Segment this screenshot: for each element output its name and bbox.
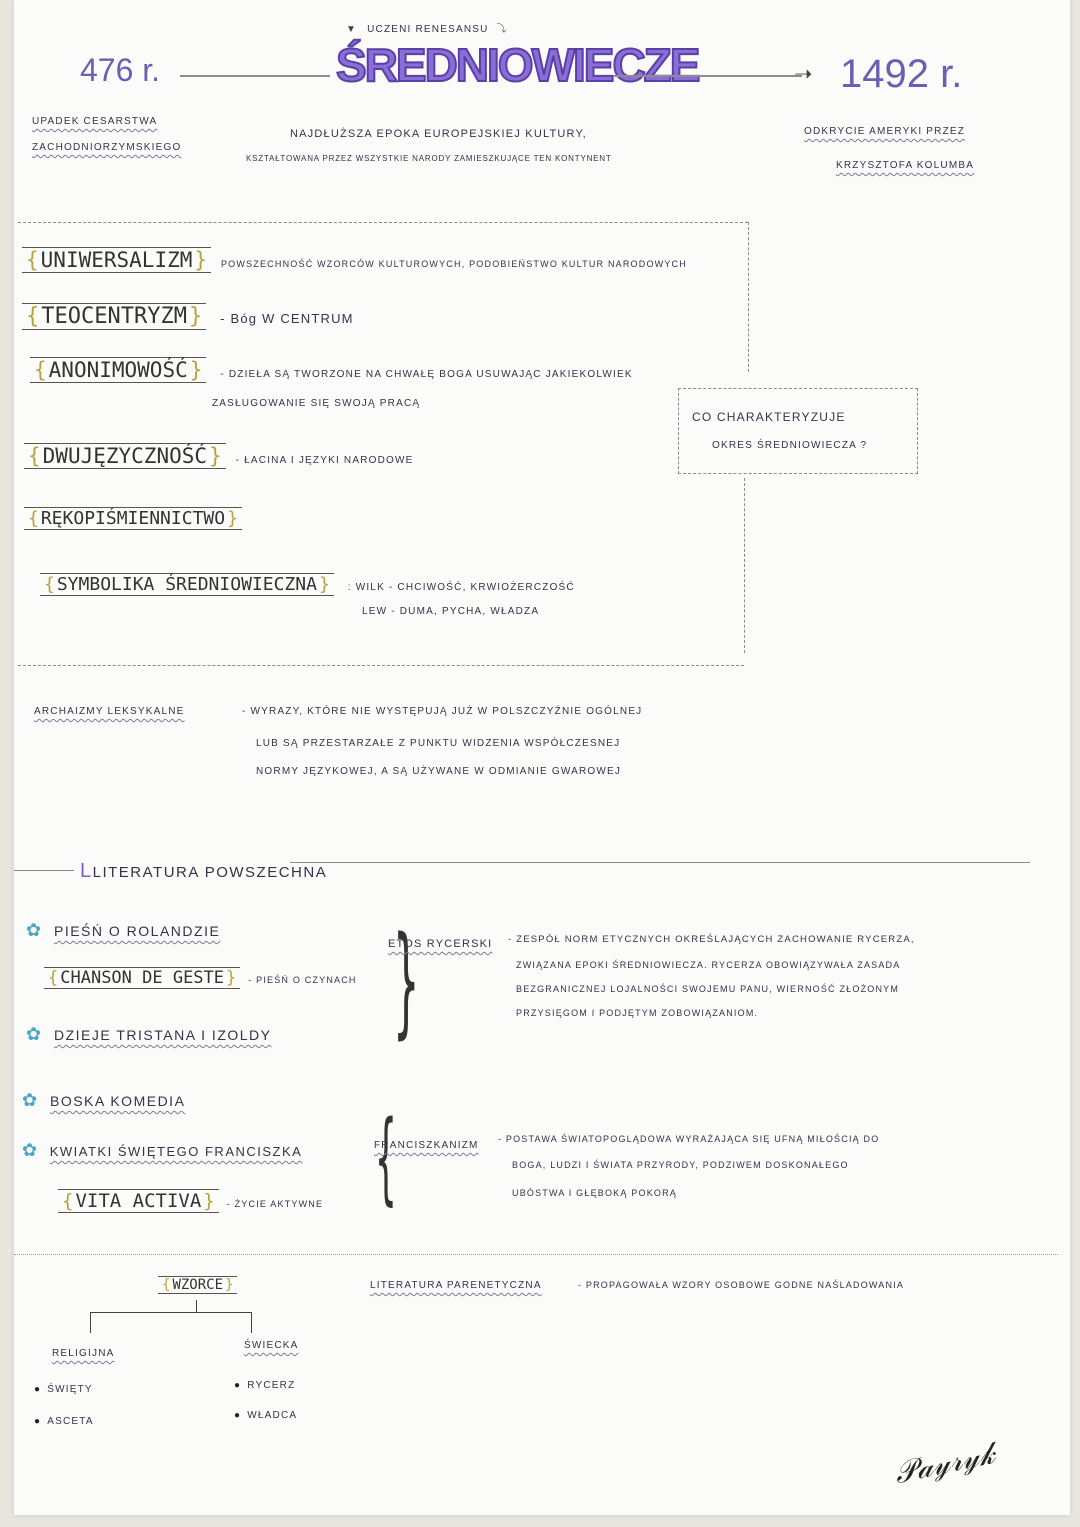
- renaissance-pin-icon: ▼: [346, 24, 358, 35]
- feature-manuscripts: [24, 508, 242, 529]
- feature-symbolism: [40, 574, 575, 595]
- etos-line3: BEZGRANICZNEJ LOJALNOŚCI SWOJEMU PANU, WIERNOŚĆ ZŁOŻONYM: [516, 984, 900, 994]
- etos-brace-icon: }: [392, 912, 420, 1051]
- feature-theocentrism: [22, 304, 354, 329]
- literature-heading: LLITERATURA POWSZECHNA: [80, 860, 328, 882]
- patterns-secular-item: ● WŁADCA: [234, 1410, 298, 1421]
- feature-def: - Bóg W CENTRUM: [220, 311, 354, 326]
- patterns-tree-lines: [90, 1312, 252, 1333]
- archaisms-line2: LUB SĄ PRZESTARZAŁE Z PUNKTU WIDZENIA WSPÓŁCZESNEJ: [256, 738, 621, 749]
- timeline-right-line: [614, 75, 802, 77]
- patterns-religious-item: ● ŚWIĘTY: [34, 1384, 93, 1395]
- patterns-religious-item: ● ASCETA: [34, 1416, 94, 1427]
- patterns-tree-stem: [196, 1300, 197, 1312]
- parenetic-term: LITERATURA PARENETYCZNA: [370, 1280, 542, 1291]
- feature-def: : WILK - CHCIWOŚĆ, KRWIOŻERCZOŚĆ: [347, 582, 575, 593]
- feature-term: { RĘKOPIŚMIENNICTWO }: [24, 507, 242, 530]
- end-year: 1492 r.: [840, 52, 963, 96]
- feature-term: { DWUJĘZYCZNOŚĆ }: [24, 443, 226, 469]
- work-tristan-isolde: ✿ DZIEJE TRISTANA I IZOLDY: [26, 1024, 272, 1044]
- patterns-secular-label: ŚWIECKA: [244, 1340, 299, 1351]
- flower-bullet-icon: ✿: [22, 1140, 39, 1160]
- subtitle-line2: KSZTAŁTOWANA PRZEZ WSZYSTKIE NARODY ZAMIESZKUJĄCE TEN KONTYNENT: [246, 154, 612, 163]
- feature-bilingualism: [24, 444, 414, 468]
- archaisms-line3: NORMY JĘZYKOWEJ, A SĄ UŻYWANE W ODMIANIE GWAROWEJ: [256, 766, 622, 777]
- start-event-line2: ZACHODNIORZYMSKIEGO: [32, 142, 182, 153]
- end-event-line1: ODKRYCIE AMERYKI PRZEZ: [804, 126, 966, 137]
- archaisms-line1: - WYRAZY, KTÓRE NIE WYSTĘPUJĄ JUŻ W POLSZCZYŹNIE OGÓLNEJ: [242, 706, 643, 717]
- feature-universalism: [22, 248, 687, 272]
- work-song-of-roland: ✿ PIEŚŃ O ROLANDZIE: [26, 920, 221, 940]
- features-box-bottom: [18, 665, 744, 666]
- etos-line1: - ZESPÓŁ NORM ETYCZNYCH OKREŚLAJĄCYCH ZACHOWANIE RYCERZA,: [508, 934, 915, 945]
- franciscanism-line1: - POSTAWA ŚWIATOPOGLĄDOWA WYRAŻAJĄCA SIĘ UFNĄ MIŁOŚCIĄ DO: [498, 1134, 880, 1144]
- feature-def: - ŁACINA I JĘZYKI NARODOWE: [235, 455, 414, 466]
- question-box: [678, 388, 918, 474]
- start-year: 476 r.: [80, 52, 161, 88]
- work-vita-activa: { VITA ACTIVA } - ŻYCIE AKTYWNE: [58, 1190, 323, 1212]
- feature-anonymity: [30, 358, 633, 382]
- flower-bullet-icon: ✿: [26, 920, 43, 940]
- feature-term: { UNIWERSALIZM }: [22, 247, 211, 273]
- notebook-page: [14, 0, 1070, 1515]
- franciscanism-brace-icon: }: [374, 1108, 397, 1225]
- franciscanism-line3: UBÓSTWA I GŁĘBOKĄ POKORĄ: [512, 1188, 677, 1198]
- renaissance-note: ▼ UCZENI RENESANSU ⤵: [346, 24, 508, 35]
- feature-def: - DZIEŁA SĄ TWORZONE NA CHWAŁĘ BOGA USUWAJĄC JAKIEKOLWIEK: [220, 369, 633, 380]
- patterns-religious-label: RELIGIJNA: [52, 1348, 115, 1359]
- flower-bullet-icon: ✿: [26, 1024, 43, 1044]
- question-line2: OKRES ŚREDNIOWIECZA ?: [712, 440, 868, 451]
- patterns-heading: { WZORCE }: [158, 1276, 237, 1294]
- timeline-left-line: [180, 75, 330, 77]
- work-chanson-de-geste: { CHANSON DE GESTE } - PIEŚŃ O CZYNACH: [44, 968, 357, 988]
- feature-symbolism-def2: LEW - DUMA, PYCHA, WŁADZA: [362, 606, 540, 617]
- question-line1: CO CHARAKTERYZUJE: [692, 410, 846, 424]
- feature-term: { ANONIMOWOŚĆ }: [30, 357, 206, 383]
- work-divine-comedy: ✿ BOSKA KOMEDIA: [22, 1090, 186, 1110]
- start-event-line1: UPADEK CESARSTWA: [32, 116, 158, 127]
- feature-term: { SYMBOLIKA ŚREDNIOWIECZNA }: [40, 573, 334, 596]
- flower-bullet-icon: ✿: [22, 1090, 39, 1110]
- parenetic-def: - PROPAGOWAŁA WZORY OSOBOWE GODNE NAŚLADOWANIA: [578, 1280, 905, 1290]
- feature-def: POWSZECHNOŚĆ WZORCÓW KULTUROWYCH, PODOBIEŃSTWO KULTUR NARODOWYCH: [220, 259, 687, 269]
- author-signature: 𝒫𝒶𝓎𝓇𝓎𝓀: [891, 1435, 999, 1492]
- page-title: ŚREDNIOWIECZE: [336, 39, 699, 91]
- etos-line2: ZWIĄZANA EPOKI ŚREDNIOWIECZA. RYCERZA OBOWIĄZYWAŁA ZASADA: [516, 960, 901, 970]
- franciscanism-line2: BOGA, LUDZI I ŚWIATA PRZYRODY, PODZIWEM DOSKONAŁEGO: [512, 1160, 849, 1170]
- franciscanism-term: FRANCISZKANIZM: [374, 1140, 479, 1151]
- timeline-arrow-icon: ➝: [794, 62, 813, 87]
- literature-rule-right: [290, 862, 1030, 863]
- feature-anonymity-def2: ZASŁUGOWANIE SIĘ SWOJĄ PRACĄ: [212, 398, 421, 409]
- patterns-rule: [14, 1254, 1058, 1255]
- literature-rule-left: [14, 870, 74, 871]
- features-box-right-bottom: [744, 478, 745, 653]
- etos-term: ETOS RYCERSKI: [388, 938, 493, 950]
- end-event-line2: KRZYSZTOFA KOLUMBA: [836, 160, 975, 171]
- feature-term: { TEOCENTRYZM }: [22, 303, 206, 330]
- archaisms-term: ARCHAIZMY LEKSYKALNE: [34, 706, 185, 717]
- subtitle-line1: NAJDŁUŻSZA EPOKA EUROPEJSKIEJ KULTURY,: [290, 128, 587, 140]
- work-little-flowers: ✿ KWIATKI ŚWIĘTEGO FRANCISZKA: [22, 1140, 303, 1160]
- features-box-right-top: [748, 222, 749, 372]
- etos-line4: PRZYSIĘGOM I PODJĘTYM ZOBOWIĄZANIOM.: [516, 1008, 759, 1018]
- patterns-secular-item: ● RYCERZ: [234, 1380, 296, 1391]
- features-box-top: [18, 222, 748, 223]
